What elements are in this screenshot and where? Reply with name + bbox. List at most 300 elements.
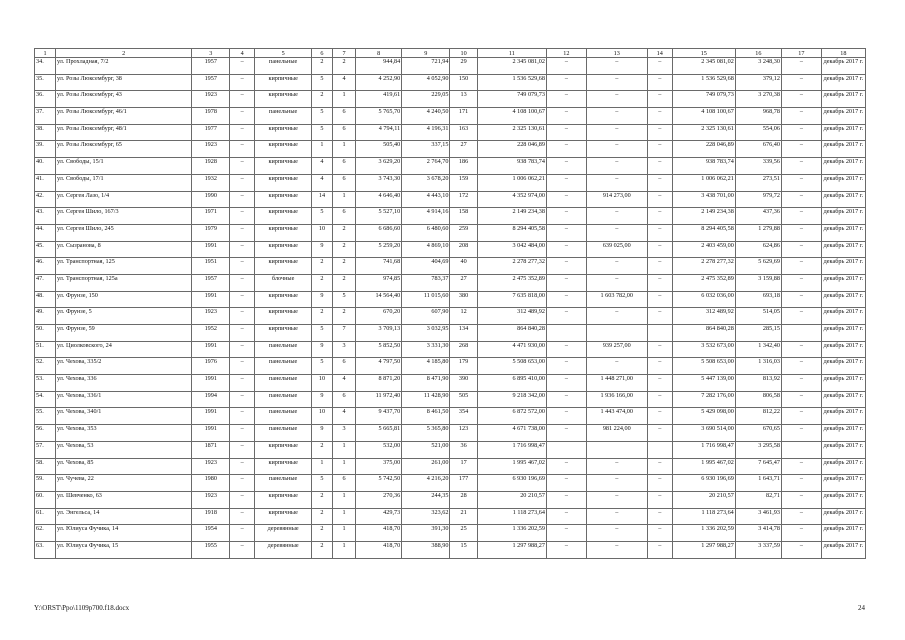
table-cell: ул. Свободы, 15/1 xyxy=(55,158,191,175)
table-cell: – xyxy=(546,191,586,208)
table-cell: – xyxy=(546,425,586,442)
table-row xyxy=(35,475,866,492)
table-cell: декабрь 2017 г. xyxy=(821,441,865,458)
table-cell: 8 461,50 xyxy=(402,408,450,425)
table-cell: 5 xyxy=(311,74,332,91)
table-cell: декабрь 2017 г. xyxy=(821,325,865,342)
table-cell: – xyxy=(230,508,255,525)
table-cell: 82,71 xyxy=(735,491,781,508)
table-cell: 5 xyxy=(311,475,332,492)
table-cell: 375,00 xyxy=(356,458,402,475)
table-cell: – xyxy=(230,541,255,558)
table-cell: – xyxy=(586,491,647,508)
table-cell: кирпичные xyxy=(255,124,312,141)
table-row xyxy=(35,341,866,358)
table-cell: 6 xyxy=(332,124,355,141)
table-cell: 9 437,70 xyxy=(356,408,402,425)
table-cell: ул. Фрунзе, 150 xyxy=(55,291,191,308)
table-cell: 505 xyxy=(450,391,477,408)
table-row xyxy=(35,241,866,258)
table-cell: 5 xyxy=(311,325,332,342)
table-cell: 1971 xyxy=(192,208,230,225)
table-cell: 3 248,30 xyxy=(735,58,781,75)
table-cell: – xyxy=(647,91,672,108)
table-cell: 4 xyxy=(332,74,355,91)
table-cell: декабрь 2017 г. xyxy=(821,475,865,492)
table-cell: 1 xyxy=(311,141,332,158)
table-cell xyxy=(586,325,647,342)
table-cell: 1957 xyxy=(192,274,230,291)
table-cell: – xyxy=(647,208,672,225)
table-cell: 2 325 130,61 xyxy=(477,124,546,141)
table-cell: 1 995 467,02 xyxy=(672,458,735,475)
column-number-cell: 15 xyxy=(672,49,735,58)
table-cell: 27 xyxy=(450,141,477,158)
table-cell: 312 489,92 xyxy=(672,308,735,325)
table-cell: – xyxy=(781,508,821,525)
page-number: 24 xyxy=(858,604,865,612)
table-cell: – xyxy=(546,308,586,325)
table-cell: декабрь 2017 г. xyxy=(821,91,865,108)
table-cell: панельные xyxy=(255,391,312,408)
table-cell: панельные xyxy=(255,58,312,75)
table-cell: панельные xyxy=(255,108,312,125)
table-cell: ул. Розы Люксембург, 65 xyxy=(55,141,191,158)
table-cell: – xyxy=(647,425,672,442)
table-cell: – xyxy=(647,58,672,75)
column-number-cell: 14 xyxy=(647,49,672,58)
table-cell: – xyxy=(647,224,672,241)
table-cell: 4 052,90 xyxy=(402,74,450,91)
table-cell: ул. Чехова, 85 xyxy=(55,458,191,475)
table-cell: 10 xyxy=(311,408,332,425)
table-cell: 6 xyxy=(332,208,355,225)
table-cell: 9 xyxy=(311,425,332,442)
table-cell: 323,62 xyxy=(402,508,450,525)
table-cell: – xyxy=(546,158,586,175)
table-cell: 1991 xyxy=(192,241,230,258)
table-cell: 159 xyxy=(450,174,477,191)
table-cell: 1 xyxy=(332,191,355,208)
table-cell: – xyxy=(586,258,647,275)
table-row xyxy=(35,58,866,75)
table-cell: 2 325 130,61 xyxy=(672,124,735,141)
table-cell: – xyxy=(586,541,647,558)
table-cell: ул. Сергея Шило, 167/3 xyxy=(55,208,191,225)
table-cell: – xyxy=(230,458,255,475)
table-cell: 1 xyxy=(332,525,355,542)
table-cell: – xyxy=(230,74,255,91)
table-cell: 1923 xyxy=(192,308,230,325)
table-cell: 5 xyxy=(311,124,332,141)
table-cell: – xyxy=(781,475,821,492)
table-cell: 5 742,50 xyxy=(356,475,402,492)
table-cell: – xyxy=(781,258,821,275)
table-row xyxy=(35,274,866,291)
table-cell: – xyxy=(586,358,647,375)
table-cell: – xyxy=(546,141,586,158)
table-cell: – xyxy=(781,74,821,91)
table-cell: 9 218 342,00 xyxy=(477,391,546,408)
table-cell: 1 xyxy=(332,508,355,525)
table-cell: декабрь 2017 г. xyxy=(821,425,865,442)
table-cell: ул. Сергея Шило, 245 xyxy=(55,224,191,241)
table-cell: декабрь 2017 г. xyxy=(821,341,865,358)
table-row xyxy=(35,208,866,225)
table-cell: 11 428,90 xyxy=(402,391,450,408)
table-cell: 4 xyxy=(332,375,355,392)
table-cell: – xyxy=(230,425,255,442)
table-cell: 43. xyxy=(35,208,56,225)
table-cell: 2 xyxy=(311,308,332,325)
table-cell: 186 xyxy=(450,158,477,175)
table-cell: 1991 xyxy=(192,375,230,392)
table-cell: 9 xyxy=(311,391,332,408)
table-cell: кирпичные xyxy=(255,224,312,241)
table-cell: – xyxy=(230,391,255,408)
table-cell: 38. xyxy=(35,124,56,141)
table-cell: 1954 xyxy=(192,525,230,542)
table-cell: – xyxy=(647,541,672,558)
table-cell: 63. xyxy=(35,541,56,558)
table-cell: – xyxy=(781,58,821,75)
table-cell: – xyxy=(546,408,586,425)
table-cell: 4 185,80 xyxy=(402,358,450,375)
table-cell: – xyxy=(647,274,672,291)
table-cell: 259 xyxy=(450,224,477,241)
table-cell: 3 032,95 xyxy=(402,325,450,342)
table-cell: 9 xyxy=(311,291,332,308)
table-cell: – xyxy=(546,491,586,508)
table-cell: – xyxy=(781,174,821,191)
table-cell: – xyxy=(230,375,255,392)
table-row xyxy=(35,291,866,308)
table-cell: 12 xyxy=(450,308,477,325)
table-cell: – xyxy=(781,274,821,291)
table-cell: декабрь 2017 г. xyxy=(821,174,865,191)
table-cell: 1918 xyxy=(192,508,230,525)
table-cell: 1 118 273,64 xyxy=(672,508,735,525)
table-cell: ул. Чехова, 53 xyxy=(55,441,191,458)
table-cell: 41. xyxy=(35,174,56,191)
table-cell: ул. Чехова, 340/1 xyxy=(55,408,191,425)
table-cell: 3 042 484,00 xyxy=(477,241,546,258)
table-cell: кирпичные xyxy=(255,74,312,91)
table-cell: 53. xyxy=(35,375,56,392)
table-cell: 938 783,74 xyxy=(672,158,735,175)
table-cell: 261,00 xyxy=(402,458,450,475)
table-cell: – xyxy=(546,224,586,241)
table-cell: 3 690 514,00 xyxy=(672,425,735,442)
table-cell: 5 665,81 xyxy=(356,425,402,442)
table-cell: – xyxy=(546,74,586,91)
table-cell: ул. Сергея Лазо, 1/4 xyxy=(55,191,191,208)
table-row xyxy=(35,441,866,458)
table-cell: 177 xyxy=(450,475,477,492)
table-cell: 4 xyxy=(311,174,332,191)
table-cell: 1991 xyxy=(192,425,230,442)
table-cell: 1978 xyxy=(192,108,230,125)
table-row xyxy=(35,141,866,158)
table-cell: – xyxy=(546,258,586,275)
table-cell: 123 xyxy=(450,425,477,442)
table-cell: ул. Прохладная, 7/2 xyxy=(55,58,191,75)
table-cell: 1 716 998,47 xyxy=(672,441,735,458)
table-cell: – xyxy=(546,58,586,75)
table-cell: 5 765,70 xyxy=(356,108,402,125)
column-number-cell: 16 xyxy=(735,49,781,58)
table-cell: 17 xyxy=(450,458,477,475)
table-cell: 4 216,20 xyxy=(402,475,450,492)
column-number-cell: 17 xyxy=(781,49,821,58)
table-cell: 1 xyxy=(332,541,355,558)
table-cell: 11 015,60 xyxy=(402,291,450,308)
table-cell: – xyxy=(230,158,255,175)
table-cell: ул. Шевченко, 63 xyxy=(55,491,191,508)
table-cell: – xyxy=(546,391,586,408)
table-cell: панельные xyxy=(255,341,312,358)
table-cell: – xyxy=(230,258,255,275)
table-cell: кирпичные xyxy=(255,174,312,191)
table-row xyxy=(35,541,866,558)
table-cell: 5 xyxy=(332,291,355,308)
table-cell: 49. xyxy=(35,308,56,325)
table-cell: 29 xyxy=(450,58,477,75)
table-cell: 13 xyxy=(450,91,477,108)
table-cell xyxy=(781,325,821,342)
table-cell: 134 xyxy=(450,325,477,342)
table-cell: ул. Транспортная, 125 xyxy=(55,258,191,275)
table-cell: – xyxy=(546,124,586,141)
table-cell: декабрь 2017 г. xyxy=(821,258,865,275)
table-cell: 57. xyxy=(35,441,56,458)
table-cell: 1 643,71 xyxy=(735,475,781,492)
column-number-cell: 2 xyxy=(55,49,191,58)
table-cell: 670,20 xyxy=(356,308,402,325)
table-cell: 36 xyxy=(450,441,477,458)
table-cell: 380 xyxy=(450,291,477,308)
table-cell: 34. xyxy=(35,58,56,75)
table-cell: 505,40 xyxy=(356,141,402,158)
table-cell: – xyxy=(546,91,586,108)
table-cell: 1 xyxy=(332,91,355,108)
column-number-cell: 5 xyxy=(255,49,312,58)
table-cell: 1951 xyxy=(192,258,230,275)
table-cell: кирпичные xyxy=(255,291,312,308)
table-cell: – xyxy=(230,291,255,308)
table-cell: ул. Розы Люксембург, 43 xyxy=(55,91,191,108)
column-number-cell: 8 xyxy=(356,49,402,58)
table-cell: декабрь 2017 г. xyxy=(821,158,865,175)
table-cell: 55. xyxy=(35,408,56,425)
table-cell: 1 443 474,00 xyxy=(586,408,647,425)
table-cell: 46. xyxy=(35,258,56,275)
table-cell: декабрь 2017 г. xyxy=(821,408,865,425)
table-row xyxy=(35,124,866,141)
table-cell: – xyxy=(546,274,586,291)
table-cell: 1 448 271,00 xyxy=(586,375,647,392)
table-cell: кирпичные xyxy=(255,441,312,458)
table-cell: 1980 xyxy=(192,475,230,492)
table-cell: 44. xyxy=(35,224,56,241)
table-cell: 6 032 036,00 xyxy=(672,291,735,308)
table-cell: 268 xyxy=(450,341,477,358)
table-cell: ул. Розы Люксембург, 46/1 xyxy=(55,108,191,125)
table-row xyxy=(35,391,866,408)
table-cell: 14 xyxy=(311,191,332,208)
table-cell: 3 532 673,00 xyxy=(672,341,735,358)
table-cell: 554,06 xyxy=(735,124,781,141)
table-cell: 3 461,93 xyxy=(735,508,781,525)
table-cell: 429,73 xyxy=(356,508,402,525)
table-cell: 974,85 xyxy=(356,274,402,291)
table-cell: 6 xyxy=(332,358,355,375)
table-cell: – xyxy=(647,508,672,525)
table-row xyxy=(35,108,866,125)
table-cell: 54. xyxy=(35,391,56,408)
table-cell: 2 xyxy=(311,91,332,108)
table-cell: 1 xyxy=(332,441,355,458)
table-cell: – xyxy=(546,508,586,525)
table-cell: 783,37 xyxy=(402,274,450,291)
table-cell: 938 783,74 xyxy=(477,158,546,175)
column-number-cell: 7 xyxy=(332,49,355,58)
table-row xyxy=(35,74,866,91)
housing-register-table xyxy=(34,48,866,559)
table-cell: 4 914,16 xyxy=(402,208,450,225)
table-cell: декабрь 2017 г. xyxy=(821,208,865,225)
table-cell: 10 xyxy=(311,375,332,392)
table-cell: 4 196,31 xyxy=(402,124,450,141)
table-cell: 1932 xyxy=(192,174,230,191)
table-cell: 9 xyxy=(311,241,332,258)
table-cell: 4 443,10 xyxy=(402,191,450,208)
table-row xyxy=(35,191,866,208)
table-cell: 36. xyxy=(35,91,56,108)
table-row xyxy=(35,425,866,442)
table-cell: панельные xyxy=(255,475,312,492)
table-cell: – xyxy=(230,325,255,342)
table-cell: – xyxy=(647,358,672,375)
table-cell: ул. Энгельса, 14 xyxy=(55,508,191,525)
table-cell: – xyxy=(781,291,821,308)
table-cell: – xyxy=(546,241,586,258)
table-cell: 5 508 653,00 xyxy=(672,358,735,375)
table-cell: кирпичные xyxy=(255,208,312,225)
table-cell: кирпичные xyxy=(255,508,312,525)
table-cell: 244,35 xyxy=(402,491,450,508)
table-cell: – xyxy=(781,124,821,141)
table-cell: 813,92 xyxy=(735,375,781,392)
table-cell: кирпичные xyxy=(255,308,312,325)
table-cell: 1991 xyxy=(192,291,230,308)
table-cell: ул. Розы Люксембург, 38 xyxy=(55,74,191,91)
table-cell: 532,00 xyxy=(356,441,402,458)
table-cell: 2 278 277,32 xyxy=(477,258,546,275)
table-cell: 693,18 xyxy=(735,291,781,308)
table-cell: 2 345 081,02 xyxy=(477,58,546,75)
table-cell: 2 764,70 xyxy=(402,158,450,175)
table-cell: – xyxy=(586,274,647,291)
table-cell: 3 678,20 xyxy=(402,174,450,191)
table-cell: 676,40 xyxy=(735,141,781,158)
table-cell: ул. Свободы, 17/1 xyxy=(55,174,191,191)
table-cell: кирпичные xyxy=(255,258,312,275)
table-cell xyxy=(546,325,586,342)
table-cell: 171 xyxy=(450,108,477,125)
table-cell: – xyxy=(647,391,672,408)
table-cell: – xyxy=(230,241,255,258)
table-cell: – xyxy=(230,224,255,241)
table-cell: 20 210,57 xyxy=(477,491,546,508)
table-cell: 228 046,89 xyxy=(672,141,735,158)
table-cell: панельные xyxy=(255,375,312,392)
table-cell: 339,56 xyxy=(735,158,781,175)
table-cell: 56. xyxy=(35,425,56,442)
table-cell: 6 930 196,69 xyxy=(672,475,735,492)
table-cell: 3 743,30 xyxy=(356,174,402,191)
table-cell: – xyxy=(586,208,647,225)
table-cell: – xyxy=(230,208,255,225)
table-cell: 5 527,10 xyxy=(356,208,402,225)
table-cell: – xyxy=(546,341,586,358)
table-cell: 2 xyxy=(332,308,355,325)
table-cell: 521,00 xyxy=(402,441,450,458)
table-cell: – xyxy=(781,241,821,258)
table-cell: 2 xyxy=(311,274,332,291)
table-cell: 179 xyxy=(450,358,477,375)
table-cell: – xyxy=(586,91,647,108)
table-cell: 337,15 xyxy=(402,141,450,158)
table-cell: 8 294 405,58 xyxy=(477,224,546,241)
table-cell: 62. xyxy=(35,525,56,542)
table-cell: 1 006 062,21 xyxy=(477,174,546,191)
table-cell: – xyxy=(586,74,647,91)
table-cell: – xyxy=(781,158,821,175)
table-cell: 670,65 xyxy=(735,425,781,442)
table-cell: 51. xyxy=(35,341,56,358)
table-cell: 8 294 405,58 xyxy=(672,224,735,241)
table-cell: 864 840,28 xyxy=(477,325,546,342)
table-cell: 607,90 xyxy=(402,308,450,325)
table-cell: 1923 xyxy=(192,458,230,475)
table-cell: 25 xyxy=(450,525,477,542)
table-cell: – xyxy=(647,491,672,508)
table-cell: – xyxy=(781,375,821,392)
table-cell: – xyxy=(781,224,821,241)
table-cell xyxy=(647,325,672,342)
table-cell: декабрь 2017 г. xyxy=(821,141,865,158)
table-cell: 1957 xyxy=(192,74,230,91)
table-body xyxy=(35,58,866,559)
table-cell: 5 629,69 xyxy=(735,258,781,275)
table-cell: 1 536 529,68 xyxy=(672,74,735,91)
table-cell: 11 972,40 xyxy=(356,391,402,408)
table-cell: 6 xyxy=(332,391,355,408)
table-cell: 273,51 xyxy=(735,174,781,191)
table-cell: 150 xyxy=(450,74,477,91)
table-cell: 58. xyxy=(35,458,56,475)
table-cell: 8 871,20 xyxy=(356,375,402,392)
table-cell: декабрь 2017 г. xyxy=(821,508,865,525)
table-cell: – xyxy=(586,124,647,141)
table-cell: 3 337,59 xyxy=(735,541,781,558)
table-cell: 1923 xyxy=(192,491,230,508)
table-cell: 6 895 410,00 xyxy=(477,375,546,392)
table-cell: – xyxy=(230,141,255,158)
table-cell: 864 840,28 xyxy=(672,325,735,342)
table-cell: деревянные xyxy=(255,541,312,558)
